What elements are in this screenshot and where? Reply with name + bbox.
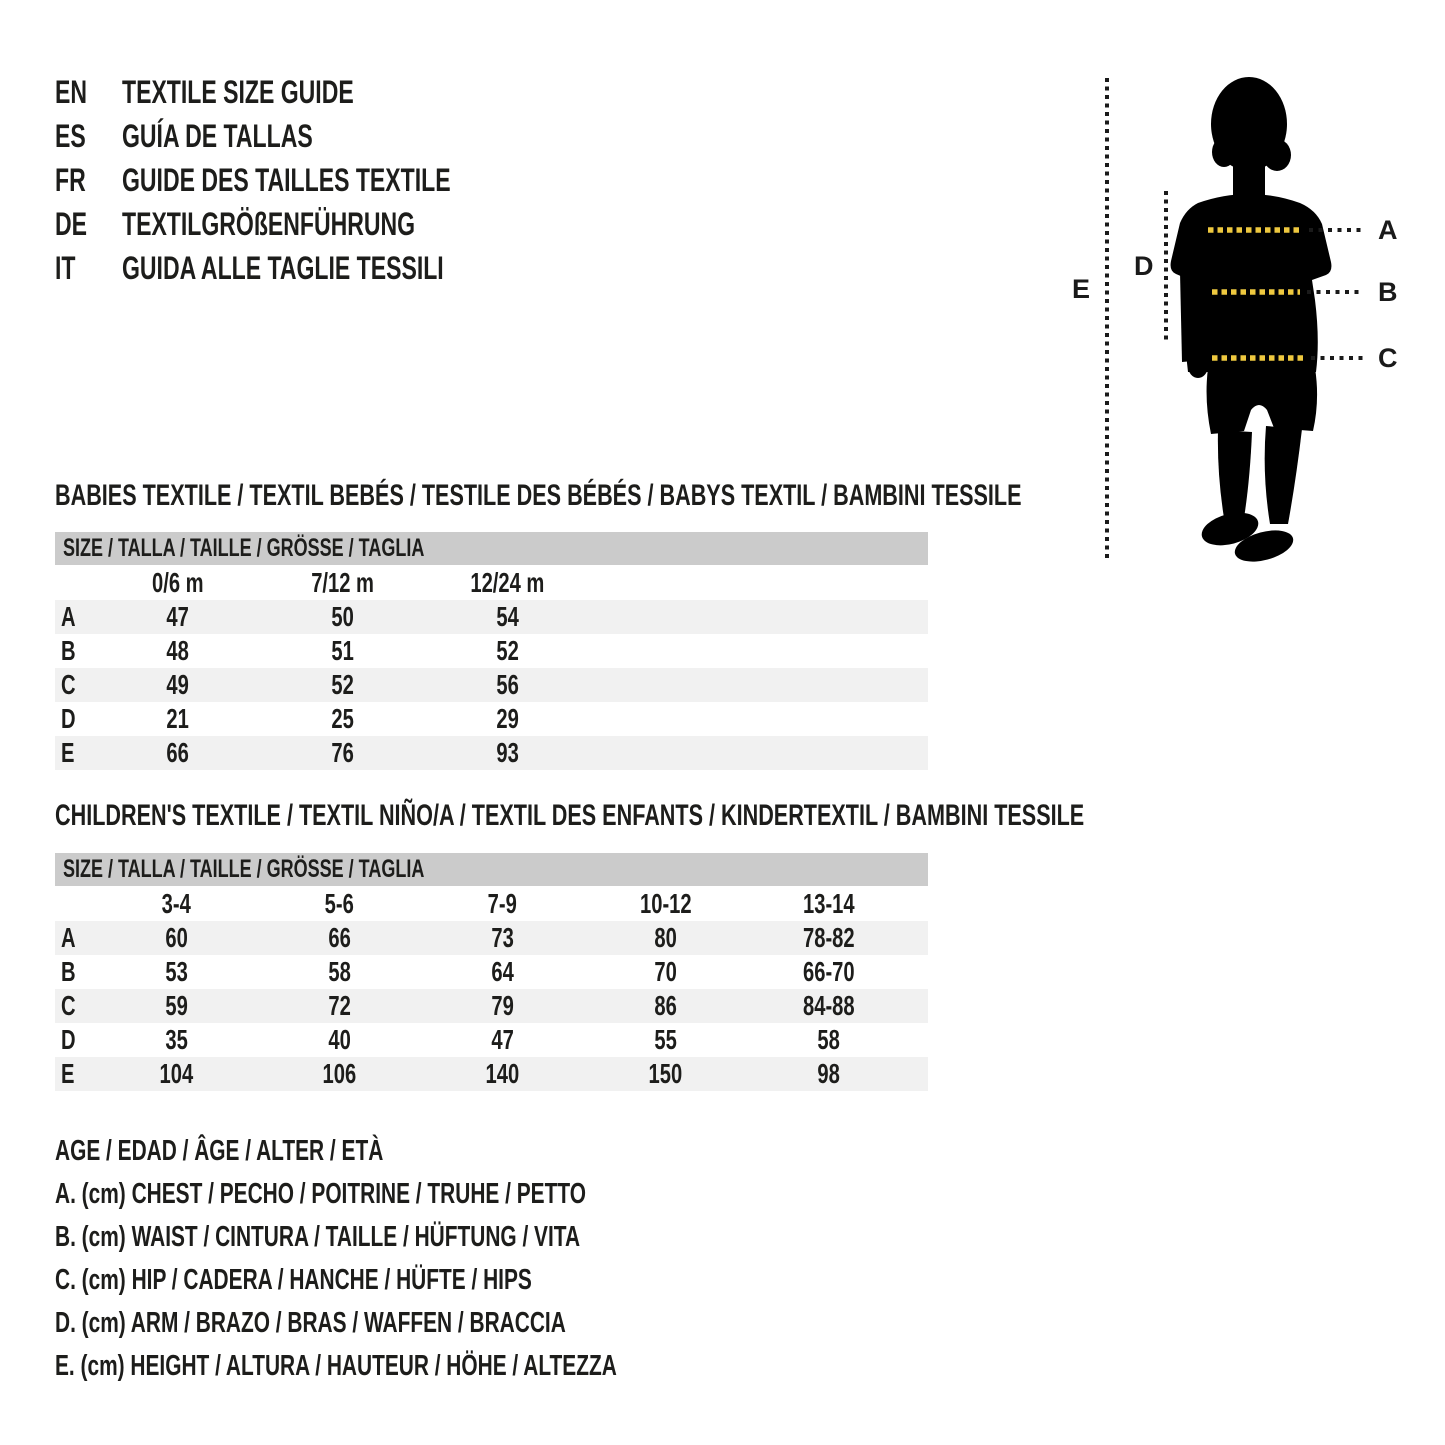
table-cell: 21 [166,703,189,734]
table-cell: 12/24 m [470,566,545,598]
babies-size-header-bar: SIZE / TALLA / TAILLE / GRÖSSE / TAGLIA [55,532,928,565]
language-row [55,158,578,202]
table-cell [590,635,928,667]
table-row [55,736,928,770]
language-title: GUÍA DE TALLAS [122,117,313,154]
table-cell: 84-88 [802,990,855,1021]
language-title-block [55,70,578,290]
table-cell: 56 [496,669,519,700]
legend-line: B. (cm) WAIST / CINTURA / TAILLE / HÜFTUNG / VITA [55,1221,581,1253]
table-cell: 0/6 m [151,566,204,598]
language-row [55,114,578,158]
table-cell: 93 [496,737,519,768]
legend-line: A. (cm) CHEST / PECHO / POITRINE / TRUHE / PETTO [55,1178,586,1210]
row-label-cell: D [61,703,76,734]
table-cell [590,567,928,599]
table-cell: 55 [654,1024,677,1055]
language-row [55,246,578,290]
table-cell: 29 [496,703,519,734]
language-code: FR [55,161,86,198]
table-cell: 47 [491,1024,514,1055]
table-cell: 66 [166,737,189,768]
table-cell: 140 [485,1058,520,1089]
table-cell: 50 [331,601,354,632]
table-cell: 49 [166,669,189,700]
row-label-cell [55,888,95,920]
table-cell: 106 [322,1058,357,1089]
table-cell [910,922,928,954]
table-cell: 52 [331,669,354,700]
language-code: DE [55,205,88,242]
table-cell: 40 [328,1024,351,1055]
table-cell [910,1024,928,1056]
table-cell: 5-6 [324,887,355,919]
language-code: IT [55,249,76,286]
measurement-legend [55,1130,835,1388]
row-label-cell: A [61,601,76,632]
table-cell [910,956,928,988]
table-row [55,921,928,955]
table-cell: 150 [648,1058,683,1089]
table-cell: 104 [159,1058,194,1089]
table-cell: 70 [654,956,677,987]
row-label-cell: E [61,1058,75,1089]
table-row [55,1057,928,1091]
table-cell: 60 [165,922,188,953]
language-row [55,202,578,246]
table-cell: 51 [331,635,354,666]
table-cell: 86 [654,990,677,1021]
table-cell: 66-70 [802,956,855,987]
table-cell: 47 [166,601,189,632]
table-cell [590,703,928,735]
label-arm-d: D [1134,251,1154,281]
table-cell: 7/12 m [311,566,374,598]
table-cell: 54 [496,601,519,632]
language-code: EN [55,73,88,110]
row-label-cell: D [61,1024,76,1055]
table-cell: 7-9 [487,887,518,919]
table-cell: 13-14 [802,887,855,919]
row-label-cell: B [61,635,76,666]
language-title: TEXTILE SIZE GUIDE [122,73,354,110]
table-cell: 76 [331,737,354,768]
table-row [55,1023,928,1057]
label-chest-a: A [1378,215,1398,245]
table-cell: 66 [328,922,351,953]
table-cell: 58 [817,1024,840,1055]
row-label-cell: A [61,922,76,953]
table-row [55,989,928,1023]
children-table-caption: CHILDREN'S TEXTILE / TEXTIL NIÑO/A / TEXTIL DES ENFANTS / KINDERTEXTIL / BAMBINI TESSILE [55,799,1085,832]
table-cell: 25 [331,703,354,734]
row-label-cell: C [61,669,76,700]
language-row [55,70,578,114]
table-cell: 35 [165,1024,188,1055]
table-header-row [55,565,928,600]
table-row [55,668,928,702]
table-row [55,600,928,634]
table-cell [910,888,928,920]
table-cell [590,737,928,769]
language-code: ES [55,117,86,154]
label-waist-b: B [1378,277,1398,307]
table-row [55,955,928,989]
table-cell: 3-4 [161,887,192,919]
babies-table-caption: BABIES TEXTILE / TEXTIL BEBÉS / TESTILE DES BÉBÉS / BABYS TEXTIL / BAMBINI TESSILE [55,479,1022,512]
table-cell: 64 [491,956,514,987]
size-figure [1050,60,1445,600]
table-row [55,634,928,668]
table-cell: 78-82 [802,922,855,953]
language-title: GUIDE DES TAILLES TEXTILE [122,161,451,198]
table-cell [590,669,928,701]
table-header-row [55,886,928,921]
row-label-cell: B [61,956,76,987]
table-cell: 48 [166,635,189,666]
legend-line: AGE / EDAD / ÂGE / ALTER / ETÀ [55,1135,384,1167]
table-row [55,702,928,736]
table-cell: 53 [165,956,188,987]
table-cell: 73 [491,922,514,953]
table-cell: 72 [328,990,351,1021]
table-cell: 59 [165,990,188,1021]
table-cell: 58 [328,956,351,987]
language-title: TEXTILGRÖßENFÜHRUNG [122,205,416,242]
table-cell [910,990,928,1022]
legend-line: E. (cm) HEIGHT / ALTURA / HAUTEUR / HÖHE / ALTEZZA [55,1350,617,1382]
legend-line: D. (cm) ARM / BRAZO / BRAS / WAFFEN / BRACCIA [55,1307,566,1339]
children-size-header-bar: SIZE / TALLA / TAILLE / GRÖSSE / TAGLIA [55,853,928,886]
row-label-cell: C [61,990,76,1021]
table-cell [910,1058,928,1090]
table-cell [590,601,928,633]
legend-line: C. (cm) HIP / CADERA / HANCHE / HÜFTE / HIPS [55,1264,532,1296]
table-cell: 52 [496,635,519,666]
table-cell: 10-12 [639,887,692,919]
language-title: GUIDA ALLE TAGLIE TESSILI [122,249,444,286]
children-size-table [55,886,928,1091]
table-cell: 98 [817,1058,840,1089]
row-label-cell [55,567,95,599]
table-cell: 79 [491,990,514,1021]
table-cell: 80 [654,922,677,953]
label-height-e: E [1072,274,1091,304]
label-hip-c: C [1378,343,1398,373]
row-label-cell: E [61,737,75,768]
babies-size-table [55,565,928,770]
